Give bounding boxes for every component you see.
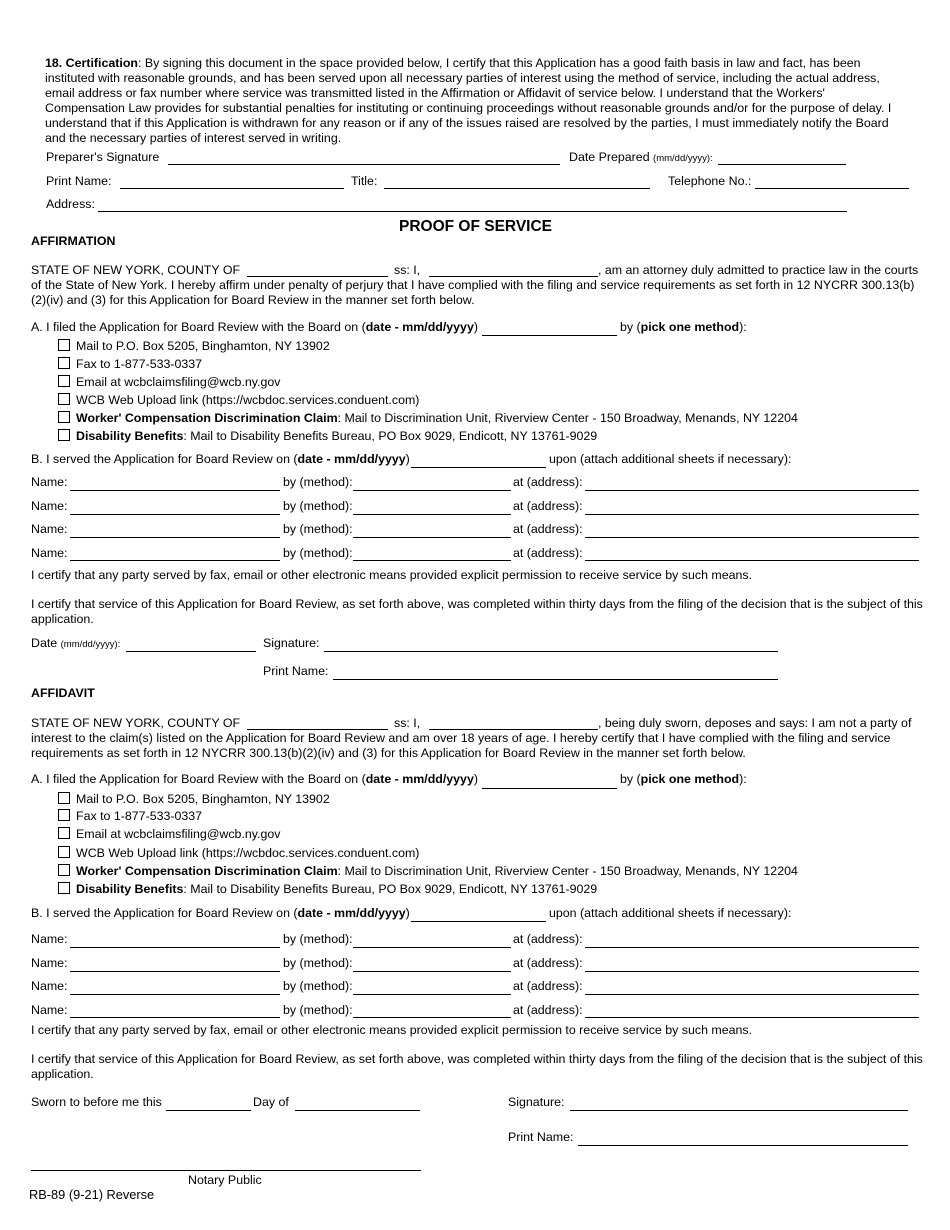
affirmation-cert1: I certify that any party served by fax, email or other electronic means provided explicit permission to receive service by such means. bbox=[31, 568, 753, 582]
method-text: Fax to 1-877-533-0337 bbox=[76, 809, 203, 823]
affirmation-disability-checkbox[interactable] bbox=[58, 429, 70, 441]
row-name-field[interactable] bbox=[70, 994, 280, 995]
b-close: ) bbox=[405, 906, 410, 920]
a-prefix: A. I filed the Application for Board Review with the Board on ( bbox=[31, 320, 366, 334]
by-open: by ( bbox=[620, 320, 641, 334]
row-method-field[interactable] bbox=[353, 490, 511, 491]
row-name-label: Name: bbox=[31, 499, 68, 513]
affirmation-upon: upon (attach additional sheets if necessary): bbox=[549, 452, 792, 466]
row-address-field[interactable] bbox=[585, 490, 919, 491]
row-address-field[interactable] bbox=[585, 514, 919, 515]
method-bold: Disability Benefits bbox=[76, 429, 184, 443]
affirmation-ss-i: ss: I, bbox=[394, 263, 421, 277]
by-open: by ( bbox=[620, 772, 641, 786]
affidavit-filed-date-field[interactable] bbox=[482, 788, 617, 789]
row-method-label: by (method): bbox=[283, 956, 353, 970]
date-prepared-format: (mm/dd/yyyy): bbox=[653, 153, 713, 164]
b-date-format: date - mm/dd/yyyy bbox=[297, 452, 406, 466]
b-prefix: B. I served the Application for Board Review on ( bbox=[31, 906, 298, 920]
affidavit-method-discrimination bbox=[76, 864, 798, 878]
method-bold: Worker' Compensation Discrimination Claim bbox=[76, 864, 338, 878]
affidavit-upload-checkbox[interactable] bbox=[58, 846, 70, 858]
date-prepared-text: Date Prepared bbox=[569, 150, 650, 164]
affidavit-email-checkbox[interactable] bbox=[58, 827, 70, 839]
row-method-label: by (method): bbox=[283, 932, 353, 946]
affidavit-a-line bbox=[31, 772, 478, 786]
affidavit-cert2: I certify that service of this Application for Board Review, as set forth above, was completed within thirty days from the filing of the decision that is the subject of this application. bbox=[31, 1052, 923, 1081]
by-close: ): bbox=[739, 772, 747, 786]
affidavit-method-disability bbox=[76, 882, 597, 896]
a-date-format: date - mm/dd/yyyy bbox=[365, 320, 474, 334]
affidavit-after-i: , being duly sworn, deposes and says: I am not a party of bbox=[598, 716, 912, 730]
row-address-field[interactable] bbox=[585, 1017, 919, 1018]
row-address-label: at (address): bbox=[513, 1003, 583, 1017]
row-method-label: by (method): bbox=[283, 522, 353, 536]
notary-public-label: Notary Public bbox=[188, 1173, 262, 1187]
title-field[interactable] bbox=[384, 188, 650, 189]
row-name-field[interactable] bbox=[70, 947, 280, 948]
method-text: Email at wcbclaimsfiling@wcb.ny.gov bbox=[76, 827, 281, 841]
row-address-field[interactable] bbox=[585, 947, 919, 948]
row-name-field[interactable] bbox=[70, 971, 280, 972]
row-address-label: at (address): bbox=[513, 932, 583, 946]
affirmation-method-mail bbox=[76, 339, 330, 353]
affidavit-upon: upon (attach additional sheets if necessary): bbox=[549, 906, 792, 920]
affidavit-method-email bbox=[76, 827, 280, 841]
method-text: WCB Web Upload link (https://wcbdoc.services.conduent.com) bbox=[76, 393, 420, 407]
affidavit-disability-checkbox[interactable] bbox=[58, 882, 70, 894]
method-text: : Mail to Disability Benefits Bureau, PO Box 9029, Endicott, NY 13761-9029 bbox=[183, 882, 598, 896]
affirmation-filed-date-field[interactable] bbox=[482, 335, 617, 336]
affirmation-county-field[interactable] bbox=[247, 276, 388, 277]
row-address-label: at (address): bbox=[513, 979, 583, 993]
row-name-label: Name: bbox=[31, 932, 68, 946]
row-address-label: at (address): bbox=[513, 522, 583, 536]
title-label: Title: bbox=[351, 174, 378, 188]
by-close: ): bbox=[739, 320, 747, 334]
proof-of-service-title: PROOF OF SERVICE bbox=[399, 218, 553, 235]
affirmation-print-name-field[interactable] bbox=[333, 679, 778, 680]
affidavit-ss-i: ss: I, bbox=[394, 716, 421, 730]
a-prefix: A. I filed the Application for Board Review with the Board on ( bbox=[31, 772, 366, 786]
affirmation-fax-checkbox[interactable] bbox=[58, 357, 70, 369]
affirmation-signature-label: Signature: bbox=[263, 636, 320, 650]
affidavit-pick-method bbox=[620, 772, 747, 786]
address-label: Address: bbox=[46, 197, 95, 211]
telephone-label: Telephone No.: bbox=[668, 174, 752, 188]
affirmation-method-email bbox=[76, 375, 280, 389]
affidavit-b-line bbox=[31, 906, 410, 920]
row-method-field[interactable] bbox=[353, 994, 511, 995]
affirmation-method-fax bbox=[76, 357, 202, 371]
certification-heading: 18. Certification bbox=[45, 56, 138, 70]
row-method-label: by (method): bbox=[283, 979, 353, 993]
row-address-label: at (address): bbox=[513, 546, 583, 560]
notary-signature-field[interactable] bbox=[31, 1170, 421, 1171]
affirmation-name-field[interactable] bbox=[429, 276, 598, 277]
row-address-field[interactable] bbox=[585, 994, 919, 995]
affirmation-cert2: I certify that service of this Application for Board Review, as set forth above, was completed within thirty days from the filing of the decision that is the subject of this application. bbox=[31, 597, 923, 626]
certification-paragraph bbox=[45, 56, 907, 146]
affirmation-state-county: STATE OF NEW YORK, COUNTY OF bbox=[31, 263, 241, 277]
b-date-format: date - mm/dd/yyyy bbox=[297, 906, 406, 920]
row-method-field[interactable] bbox=[353, 514, 511, 515]
date-prepared-label bbox=[569, 150, 713, 164]
print-name-field[interactable] bbox=[120, 188, 344, 189]
affirmation-pick-method bbox=[620, 320, 747, 334]
method-text: WCB Web Upload link (https://wcbdoc.services.conduent.com) bbox=[76, 846, 420, 860]
affirmation-method-disability bbox=[76, 429, 597, 443]
affidavit-cert1: I certify that any party served by fax, email or other electronic means provided explicit permission to receive service by such means. bbox=[31, 1023, 753, 1037]
row-name-field[interactable] bbox=[70, 1017, 280, 1018]
affidavit-name-field[interactable] bbox=[429, 729, 598, 730]
row-name-label: Name: bbox=[31, 475, 68, 489]
affirmation-served-date-field[interactable] bbox=[411, 467, 546, 468]
affidavit-print-name-label: Print Name: bbox=[508, 1130, 574, 1144]
row-method-field[interactable] bbox=[353, 971, 511, 972]
row-method-label: by (method): bbox=[283, 475, 353, 489]
preparer-signature-field[interactable] bbox=[168, 164, 560, 165]
row-address-label: at (address): bbox=[513, 499, 583, 513]
affidavit-signature-label: Signature: bbox=[508, 1095, 565, 1109]
a-close: ) bbox=[473, 772, 478, 786]
method-text: Email at wcbclaimsfiling@wcb.ny.gov bbox=[76, 375, 281, 389]
row-name-label: Name: bbox=[31, 1003, 68, 1017]
row-address-field[interactable] bbox=[585, 971, 919, 972]
affidavit-fax-checkbox[interactable] bbox=[58, 809, 70, 821]
row-method-field[interactable] bbox=[353, 560, 511, 561]
row-name-field[interactable] bbox=[70, 560, 280, 561]
row-address-field[interactable] bbox=[585, 560, 919, 561]
form-footer: RB-89 (9-21) Reverse bbox=[29, 1187, 155, 1202]
row-address-label: at (address): bbox=[513, 956, 583, 970]
method-bold: Disability Benefits bbox=[76, 882, 184, 896]
affirmation-email-checkbox[interactable] bbox=[58, 375, 70, 387]
affirmation-a-line bbox=[31, 320, 478, 334]
pick-one-method: pick one method bbox=[640, 320, 740, 334]
method-text: : Mail to Discrimination Unit, Riverview Center - 150 Broadway, Menands, NY 12204 bbox=[337, 864, 798, 878]
row-name-label: Name: bbox=[31, 522, 68, 536]
affirmation-print-name-label: Print Name: bbox=[263, 664, 329, 678]
affidavit-method-upload bbox=[76, 846, 419, 860]
address-field[interactable] bbox=[98, 211, 847, 212]
date-format: (mm/dd/yyyy): bbox=[60, 639, 121, 650]
affidavit-discrimination-checkbox[interactable] bbox=[58, 864, 70, 876]
telephone-field[interactable] bbox=[755, 188, 909, 189]
sworn-day-field[interactable] bbox=[166, 1110, 251, 1111]
affirmation-b-line bbox=[31, 452, 410, 466]
row-name-label: Name: bbox=[31, 546, 68, 560]
affidavit-county-field[interactable] bbox=[247, 729, 388, 730]
row-address-label: at (address): bbox=[513, 475, 583, 489]
affirmation-discrimination-checkbox[interactable] bbox=[58, 411, 70, 423]
row-method-label: by (method): bbox=[283, 499, 353, 513]
row-method-label: by (method): bbox=[283, 1003, 353, 1017]
affidavit-method-fax bbox=[76, 809, 202, 823]
preparer-signature-label: Preparer's Signature bbox=[46, 150, 160, 164]
affidavit-mail-checkbox[interactable] bbox=[58, 792, 70, 804]
date-text: Date bbox=[31, 636, 58, 650]
row-method-field[interactable] bbox=[353, 947, 511, 948]
affirmation-date-field[interactable] bbox=[126, 651, 256, 652]
method-text: : Mail to Disability Benefits Bureau, PO Box 9029, Endicott, NY 13761-9029 bbox=[183, 429, 598, 443]
affidavit-state-county: STATE OF NEW YORK, COUNTY OF bbox=[31, 716, 241, 730]
affirmation-statement: of the State of New York. I hereby affirm under penalty of perjury that I have complied with the filing and service requirements as set forth in 12 NYCRR 300.13(b)(2)(iv) and (3) for this Application for Board Review in the manner set forth below. bbox=[31, 278, 915, 307]
day-of-label: Day of bbox=[253, 1095, 289, 1109]
row-address-field[interactable] bbox=[585, 537, 919, 538]
affidavit-served-date-field[interactable] bbox=[411, 921, 546, 922]
method-text: Mail to P.O. Box 5205, Binghamton, NY 13902 bbox=[76, 339, 330, 353]
row-name-label: Name: bbox=[31, 956, 68, 970]
affidavit-heading: AFFIDAVIT bbox=[31, 686, 95, 700]
row-method-field[interactable] bbox=[353, 1017, 511, 1018]
row-name-field[interactable] bbox=[70, 514, 280, 515]
affirmation-mail-checkbox[interactable] bbox=[58, 339, 70, 351]
date-prepared-field[interactable] bbox=[718, 164, 846, 165]
row-method-label: by (method): bbox=[283, 546, 353, 560]
b-close: ) bbox=[405, 452, 410, 466]
pick-one-method: pick one method bbox=[640, 772, 740, 786]
affidavit-method-mail bbox=[76, 792, 330, 806]
a-date-format: date - mm/dd/yyyy bbox=[365, 772, 474, 786]
method-text: Mail to P.O. Box 5205, Binghamton, NY 13902 bbox=[76, 792, 330, 806]
affirmation-heading: AFFIRMATION bbox=[31, 234, 116, 248]
method-text: Fax to 1-877-533-0337 bbox=[76, 357, 203, 371]
row-name-field[interactable] bbox=[70, 490, 280, 491]
affirmation-method-discrimination bbox=[76, 411, 798, 425]
row-method-field[interactable] bbox=[353, 537, 511, 538]
method-bold: Worker' Compensation Discrimination Claim bbox=[76, 411, 338, 425]
affirmation-date-label bbox=[31, 636, 120, 650]
sworn-label: Sworn to before me this bbox=[31, 1095, 162, 1109]
b-prefix: B. I served the Application for Board Review on ( bbox=[31, 452, 298, 466]
affirmation-signature-field[interactable] bbox=[324, 651, 778, 652]
method-text: : Mail to Discrimination Unit, Riverview Center - 150 Broadway, Menands, NY 12204 bbox=[337, 411, 798, 425]
affirmation-after-i: , am an attorney duly admitted to practice law in the courts bbox=[598, 263, 919, 277]
affidavit-statement: interest to the claim(s) listed on the Application for Board Review and am over 18 years of age. I hereby certify that I have complied with the filing and service requirements as set forth in 12 NYCRR 300.13(b)(2)(iv) and (3) for this Application for Board Review in the manner set forth below. bbox=[31, 731, 891, 760]
certification-text: : By signing this document in the space provided below, I certify that this Application has a good faith basis in law and fact, has been instituted with reasonable grounds, and has been served upon all necessary parties of interest using the method of service, including the actual address, email address or fax number where service was transmitted listed in the Affirmation or Affidavit of service below. I understand that the Workers' Compensation Law provides for substantial penalties for instituting or continuing proceedings without reasonable grounds and/or for the purpose of delay. I understand that if this Application is withdrawn for any reason or if any of the issues raised are resolved by the parties, I must immediately notify the Board and the necessary parties of interest served in writing. bbox=[45, 56, 892, 145]
a-close: ) bbox=[473, 320, 478, 334]
row-name-field[interactable] bbox=[70, 537, 280, 538]
print-name-label: Print Name: bbox=[46, 174, 112, 188]
affidavit-signature-field[interactable] bbox=[570, 1110, 908, 1111]
day-of-field[interactable] bbox=[295, 1110, 420, 1111]
affidavit-print-name-field[interactable] bbox=[578, 1145, 908, 1146]
row-name-label: Name: bbox=[31, 979, 68, 993]
affirmation-method-upload bbox=[76, 393, 419, 407]
affirmation-upload-checkbox[interactable] bbox=[58, 393, 70, 405]
